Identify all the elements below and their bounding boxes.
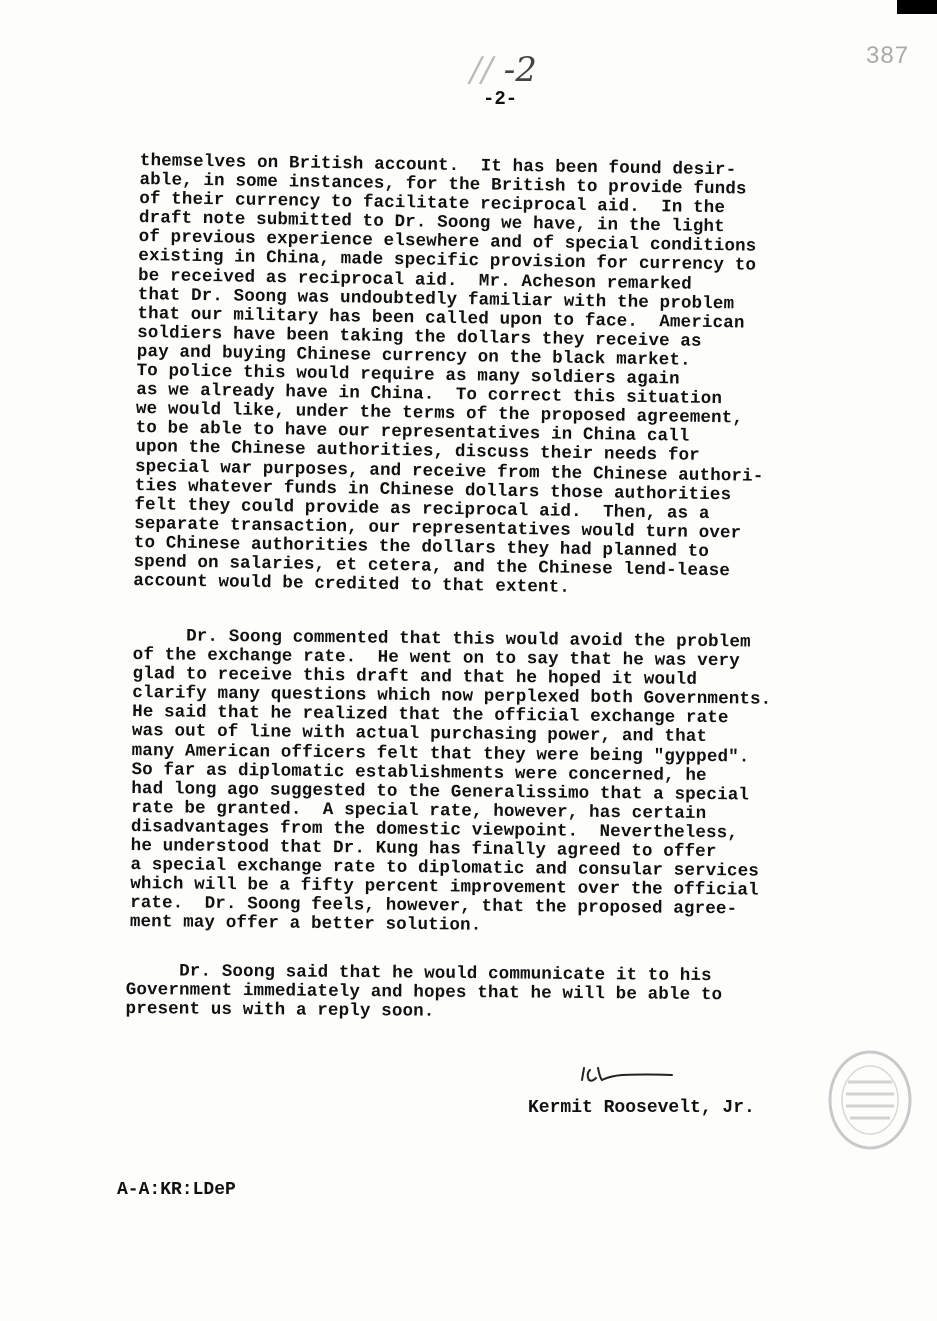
handwritten-reference-text: -2 xyxy=(503,50,537,90)
body-paragraph-1: themselves on British account. It has been found desir- able, in some instances, for the British to provide funds of their currency to facilitate reciprocal aid. In the draft note submitted to Dr. Soong we have, in the light of previous experience elsewhere and of special conditions existing in China, made specific provision for currency to be received as reciprocal aid. Mr. Acheson remarked that Dr. Soong was undoubtedly familiar with the problem that our military has been called upon to face. American soldiers have been taking the dollars they receive as pay and buying Chinese currency on the black market. To police this would require as many soldiers again as we already have in China. To correct this situation we would like, under the terms of the proposed agreement, to be able to have our representatives in China call upon the Chinese authorities, discuss their needs for special war purposes, and receive from the Chinese authori- ties whatever funds in Chinese dollars those authorities felt they could provide as reciprocal aid. Then, as a separate transaction, our representatives would turn over to Chinese authorities the dollars they had planned to spend on salaries, et cetera, and the Chinese lend-lease account would be credited to that extent. xyxy=(133,151,764,598)
reference-code: A-A:KR:LDeP xyxy=(117,1180,236,1200)
handwritten-reference xyxy=(470,50,537,90)
page-number: -2- xyxy=(483,88,518,110)
archive-page-number: 387 xyxy=(866,42,910,69)
handwritten-faint-mark: // xyxy=(470,50,504,90)
scan-corner-mark xyxy=(897,0,937,14)
signer-name: Kermit Roosevelt, Jr. xyxy=(528,1098,755,1118)
body-paragraph-2: Dr. Soong commented that this would avoid the problem of the exchange rate. He went on to say that he was very glad to receive this draft and that he hoped it would clarify many questions which now perplexed both Governments. He said that he realized that the official exchange rate was out of line with actual purchasing power, and that many American officers felt that they were being "gypped". So far as diplomatic establishments were concerned, he had long ago suggested to the Generalissimo that a special rate be granted. A special rate, however, has certain disadvantages from the domestic viewpoint. Nevertheless, he understood that Dr. Kung has finally agreed to offer a special exchange rate to diplomatic and consular services which will be a fifty percent improvement over the official rate. Dr. Soong feels, however, that the proposed agree- ment may offer a better solution. xyxy=(129,626,772,937)
handwritten-initials xyxy=(576,1060,676,1090)
archive-stamp xyxy=(822,1048,912,1152)
body-paragraph-3: Dr. Soong said that he would communicate it to his Government immediately and hopes that he will be able to present us with a reply soon. xyxy=(125,961,723,1022)
